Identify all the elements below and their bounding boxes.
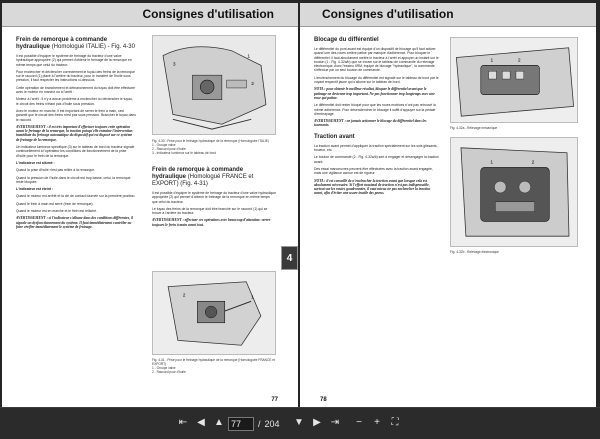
page-down-icon[interactable]: ▼ (294, 417, 304, 428)
page-number: 78 (320, 397, 327, 403)
paragraph: L'enclenchement du blocage du différentiel est signalé sur le tableau de bord par le voyant respectif jaune qui s'allume sur le tableau de bord. (314, 75, 439, 85)
paragraph: Pour enclencher et déclencher correctement le tuyau des freins de la remorque sur le raccord (1) placé à l'arrière du tracteur, pour le transfert de l'huile sous pression, il faut respecter les instructions ci-dessous. (16, 69, 135, 83)
last-page-icon[interactable]: ⇥ (330, 417, 340, 428)
zoom-out-icon[interactable]: − (356, 417, 362, 428)
figure-4-31 (152, 271, 276, 355)
warning-text: AVERTISSEMENT : effectuer ces opérations avec beaucoup d'attention: serrer toujours le frein à main avant tout. (152, 218, 271, 227)
subsection-title: L'indicateur est éteint : (16, 187, 53, 192)
electronic-lift-panel-illustration (451, 138, 577, 246)
valve-illustration (153, 272, 275, 354)
page-separator: / (258, 418, 261, 429)
bullet: Quand le moteur est en marche et le frein est relâché. (16, 209, 98, 214)
subsection-title: L'indicateur est allumé : (16, 160, 55, 165)
right-column (152, 167, 276, 230)
section-title: Frein de remorque à commande hydraulique (Homologué ITALIE) - Fig. 4-30 (16, 37, 135, 50)
viewer-toolbar (0, 407, 600, 439)
page-number: 77 (271, 397, 278, 403)
figure-4-32a (450, 37, 578, 123)
svg-text:1: 1 (490, 58, 494, 64)
fit-page-icon[interactable]: ⛶ (391, 417, 399, 428)
paragraph: Il est possible d'équiper le système de freinage du tracteur d'une valve hydraulique appropriée (2) qui permet d'obtenir le freinage de la remorque en même temps que celui du tracteur. (152, 191, 276, 204)
total-pages: 204 (264, 418, 280, 429)
warning-text: AVERTISSEMENT : ne jamais actionner le blocage du différentiel dans les tournants. (314, 119, 427, 128)
svg-text:2: 2 (517, 58, 521, 64)
bullet: Moteur à l'arrêt : Il n'y a aucun problème à enclencher ou déclencher le tuyau, le circuit des freins n'étant pas d'huile sous pression. (16, 97, 133, 106)
mechanical-lift-panel-illustration (451, 38, 577, 122)
tractor-rear-illustration (153, 36, 275, 134)
bullet: Quand le frein à main est serré (frein de remorque). (16, 201, 94, 206)
page-navigator (228, 416, 280, 431)
figure-4-32b (450, 137, 578, 247)
bullet: Avec le moteur en marche, il est important de serrer le frein à main, ceci garantit que le circuit des freins n'est pas sous pression. Brancher le tuyau dans le raccord. (16, 108, 136, 122)
page-header (300, 3, 596, 27)
current-page-input[interactable] (228, 417, 254, 431)
warning-text: AVERTISSEMENT : il est très important d'effectuer toujours cette opération avant le freinage de la remorque, la traction puisqu'elle entraîne l'intervention immédiate du freinage automatique du dispositif qui est disposé sur ce système de freinage de la remorque. (16, 124, 133, 142)
paragraph: Le différentiel du pont avant est équipé d'un dispositif de blocage qu'il faut activer quand une des roues arrière patine par manque d'adhérence. Pour bloquer le différentiel, il faut absolument mettre le tracteur à l'arrêt et appuyer un instant sur le bouton (1 - Fig. 4-32a/b) que se trouve sur le tableau de commande du relevage électronique. Avec l'essieu 4RM, équipé de blocage "hydraulique", la commande s'effectue par un seul bouton de commande. (314, 47, 439, 73)
figure-caption: Fig. 4-32b - Relevage électronique (450, 250, 499, 254)
page-title: Consignes d'utilisation (142, 7, 274, 21)
page-right (300, 3, 596, 407)
figure-caption: Fig. 4-31 - Prise pour le freinage hydraulique de la remorque (Homologuée FRANCE et EXPORT) 1 - Groupe valve 2 - Raccord pour d'huile (152, 358, 275, 374)
paragraph: Il est possible d'équiper le système de freinage du tracteur d'une valve hydraulique appropriée (2) qui permet d'obtenir le freinage de la remorque en même temps que celui du tracteur. (16, 54, 132, 67)
note-text: NOTA : il est conseillé de n'enclencher la traction avant que lorsque cela est absolument nécessaire. Si l'effort maximal de traction n'est pas indispensable, surtout sur les routes goudronnées, il vaut mieux ne pas enclencher la traction avant, afin d'éviter une usure inutile des pneus. (314, 178, 431, 196)
left-column (16, 37, 136, 232)
svg-text:1: 1 (490, 160, 494, 166)
next-page-icon[interactable]: ▶ (313, 417, 321, 428)
chapter-tab: 4 (281, 246, 298, 270)
paragraph: Le tuyau des freins de la remorque doit être branché sur le raccord (1) qui se trouve à l'arrière du tracteur. (152, 206, 268, 216)
svg-text:2: 2 (182, 293, 186, 299)
page-up-icon[interactable]: ▲ (214, 417, 224, 428)
page-title: Consignes d'utilisation (322, 7, 454, 21)
zoom-in-icon[interactable]: + (374, 417, 380, 428)
first-page-icon[interactable]: ⇤ (178, 417, 188, 428)
section-title: Frein de remorque à commande hydraulique (Homologué FRANCE et EXPORT) (Fig. 4-31) (152, 167, 254, 187)
page-header (2, 3, 298, 27)
svg-text:2: 2 (531, 160, 535, 166)
section-title: Blocage du différentiel (314, 37, 379, 43)
figure-4-30 (152, 35, 276, 135)
left-column (314, 37, 440, 199)
paragraph: Le différentiel doit rester bloqué pour que les roues motrices n'ont pas retrouvé la même adhérence. Pour désenclencher le blocage il suffit d'appuyer sur la pédale d'embrayage. (314, 103, 436, 116)
figure-caption: Fig. 4-30 - Prise pour le freinage hydraulique de la remorque (Homologuée ITALIE) 1 - Groupe valve 2 - Raccord pour d'huile 3 - Indicateur lumineux sur le tableau de bord (152, 139, 269, 155)
section-title: Traction avant (314, 133, 355, 140)
paragraph: Cette opération de branchement et débranchement du tuyau doit être effectuée avec le moteur en marche ou à l'arrêt : (16, 85, 135, 95)
paragraph: Des essai manoeuvres peuvent être effectuées avec la traction avant engagée, mais une vigilance accrue est de rigueur. (314, 166, 433, 176)
page-left (2, 3, 298, 407)
bullet: Quand la prise d'huile n'est pas reliée à la remorque. (16, 168, 96, 173)
warning-text: AVERTISSEMENT : si l'indicateur s'allume dans des conditions différentes, il signale un dysfonctionnement du système. Il faut immédiatement contrôler ou faire vérifier immédiatement le système de freinage. (16, 216, 133, 229)
svg-text:1: 1 (247, 54, 251, 60)
figure-caption: Fig. 4-32a - Relevage mécanique (450, 126, 498, 130)
svg-text:2: 2 (251, 82, 254, 87)
paragraph: La traction avant permet d'appliquer la traction spécialement sur les sols glissants, boueux, etc. (314, 143, 438, 153)
svg-text:1: 1 (251, 295, 254, 301)
previous-page-icon[interactable]: ◀ (197, 417, 205, 428)
paragraph: Le bouton de commande (2 - Fig. 4-32a/b) sert à engager et désengager la traction avant. (314, 155, 439, 164)
bullet: Quand le moteur est arrêté et la clé de contact tournée sur la première position. (16, 194, 136, 199)
svg-text:3: 3 (172, 62, 176, 68)
paragraph: Un indicateur lumineux spécifique (3) sur le tableau de bord du tracteur signale continuellement à l'opérateur les conditions de fonctionnement de la prise d'huile pour le frein de la remorque. (16, 145, 135, 158)
note-text: NOTA : pour obtenir le meilleur résultat, bloquer le différentiel avant que le patinage ne devienne trop important. Ne pas fonctionner trop longtemps avec une roue qui patine. (314, 87, 435, 100)
bullet: Quand la pression de l'huile dans le circuit est trop basse, celui, la remorque reste bloquée. (16, 175, 131, 184)
